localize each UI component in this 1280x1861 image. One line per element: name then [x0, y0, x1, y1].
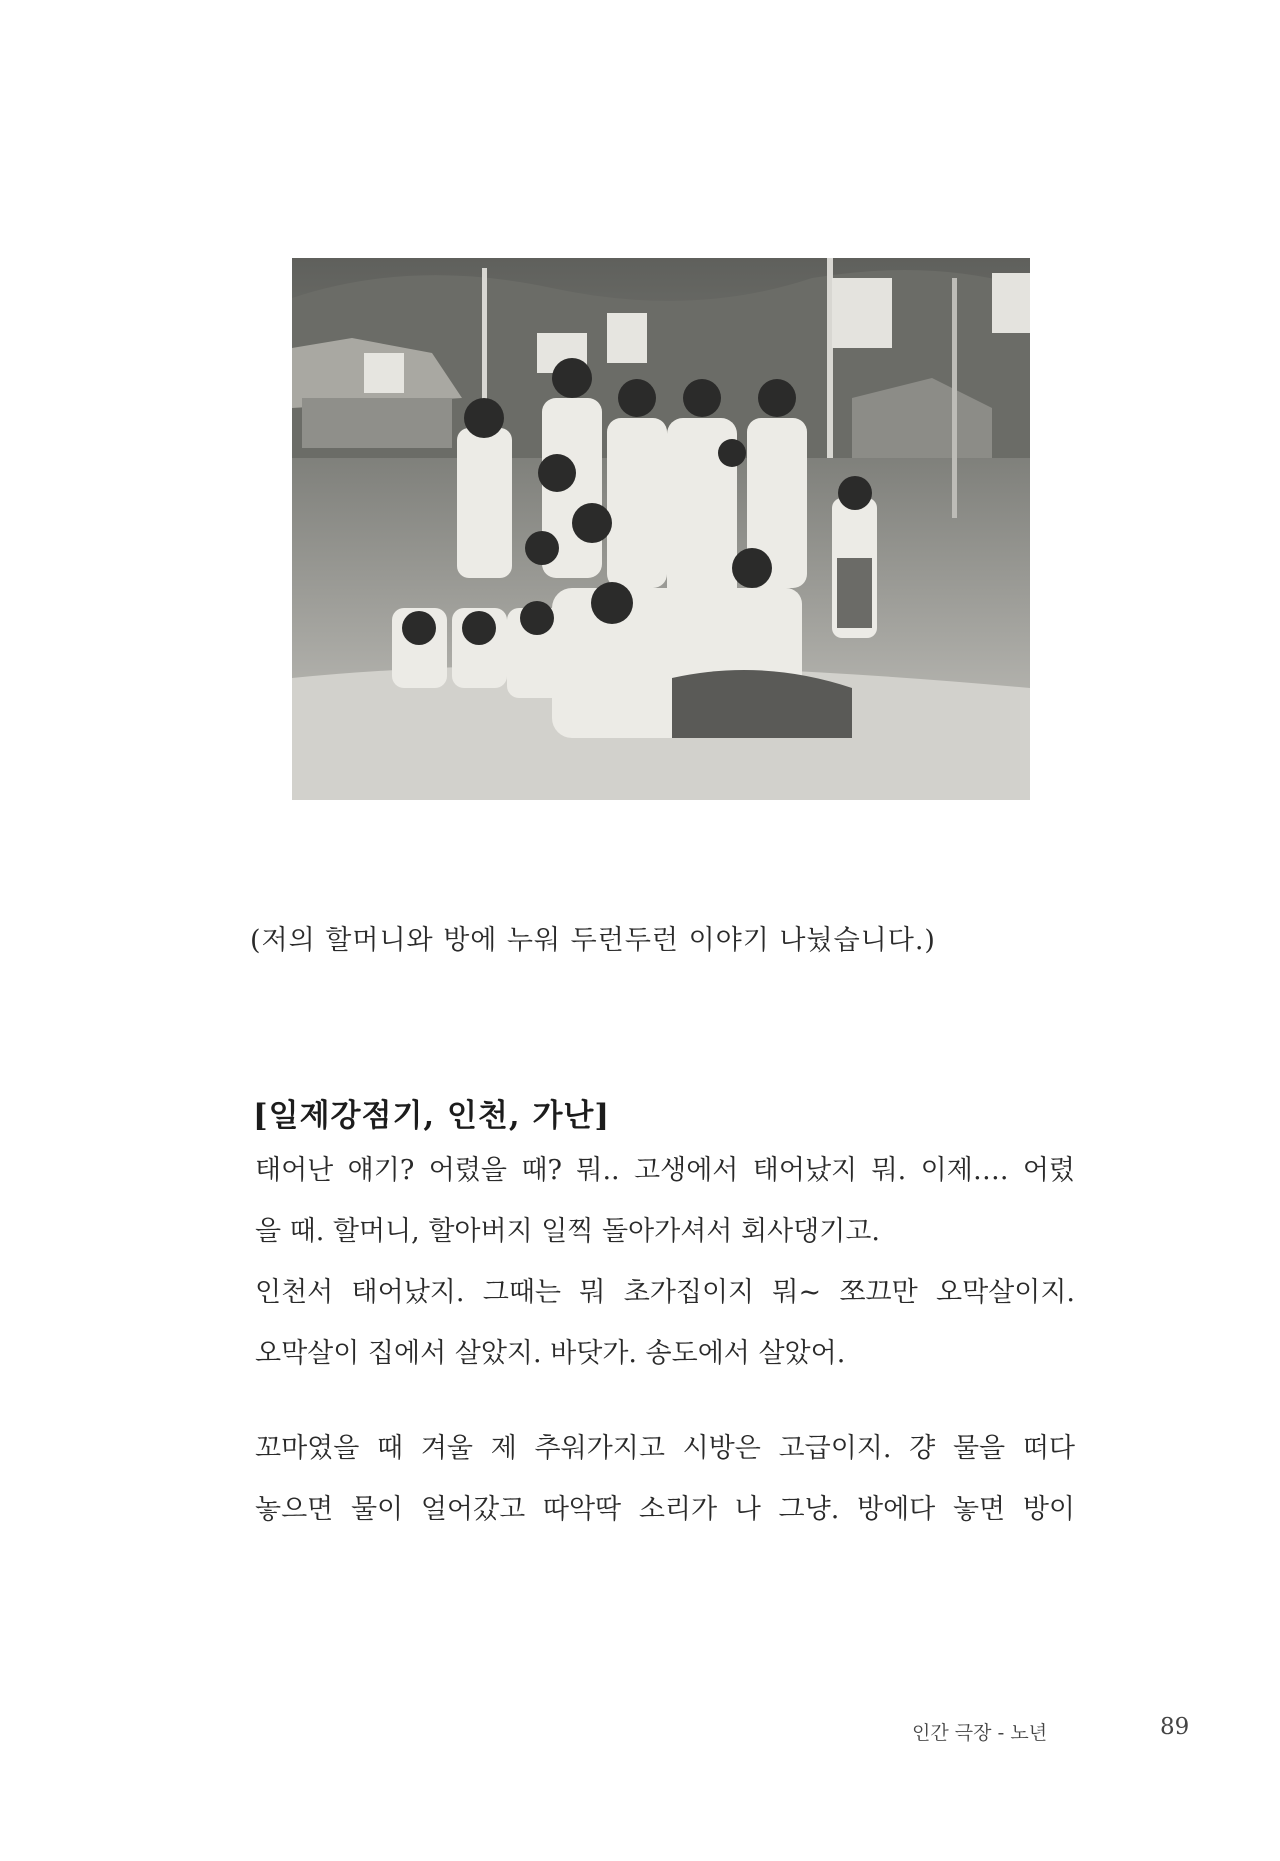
paragraph — [255, 1140, 1075, 1384]
paragraph-line: 놓으면 물이 얼어갔고 따악딱 소리가 나 그냥. 방에다 놓면 방이 — [255, 1494, 1075, 1525]
family-photo-image — [292, 258, 1030, 800]
section-heading: [일제강점기, 인천, 가난] — [253, 1098, 611, 1134]
paragraph — [255, 1418, 1075, 1540]
paragraph-line: 인천서 태어났지. 그때는 뭐 초가집이지 뭐~ 쪼끄만 오막살이지. — [255, 1277, 1075, 1308]
family-photo — [292, 258, 1030, 800]
paragraph-line: 태어난 얘기? 어렸을 때? 뭐.. 고생에서 태어났지 뭐. 이제…. 어렸 — [255, 1155, 1075, 1186]
paragraph-line: 꼬마였을 때 겨울 제 추워가지고 시방은 고급이지. 걍 물을 떠다 — [255, 1433, 1075, 1464]
running-footer-title: 인간 극장 - 노년 — [912, 1722, 1048, 1744]
paragraph-line: 을 때. 할머니, 할아버지 일찍 돌아가셔서 회사댕기고. — [255, 1216, 880, 1247]
page-number: 89 — [1160, 1714, 1190, 1740]
paragraph-line: 오막살이 집에서 살았지. 바닷가. 송도에서 살았어. — [255, 1338, 846, 1369]
photo-caption: (저의 할머니와 방에 누워 두런두런 이야기 나눴습니다.) — [250, 925, 936, 956]
